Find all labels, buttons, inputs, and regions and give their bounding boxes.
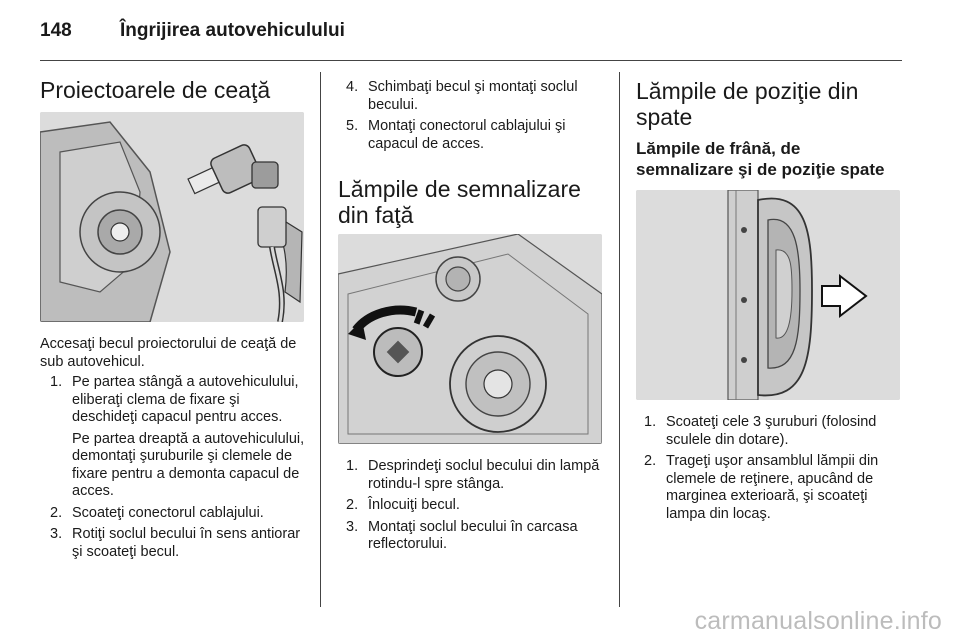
section-heading-fog-lamps: Proiectoarele de ceaţă xyxy=(40,77,271,103)
list-item: 1. Scoateţi cele 3 şuruburi (folosind sculele din dotare). xyxy=(644,414,877,448)
list-item: 2. Trageţi uşor ansamblul lămpii din clemele de reţinere, apucând de marginea exterioară, şi scoateţi lampa din locaş. xyxy=(644,453,879,522)
column-divider-1 xyxy=(320,72,321,607)
rear-lamp-steps xyxy=(644,414,902,523)
list-item: 3. Montaţi soclul becului în carcasa reflectorului. xyxy=(346,518,578,552)
list-item: 4. Schimbaţi becul şi montaţi soclul becului. xyxy=(346,79,578,113)
watermark: carmanualsonline.info xyxy=(694,607,942,635)
fog-lamp-steps xyxy=(40,374,306,561)
list-item: 3. Rotiţi soclul becului în sens antiorar şi scoateţi becul. xyxy=(50,526,301,560)
fog-lamp-intro: Accesaţi becul proiectorului de ceaţă de sub autovehicul. xyxy=(40,336,297,370)
list-item: 5. Montaţi conectorul cablajului şi capacul de acces. xyxy=(346,118,566,152)
fog-lamp-illustration xyxy=(40,112,304,322)
page-header xyxy=(40,20,345,48)
column-divider-2 xyxy=(619,72,620,607)
list-item: 1. Desprindeţi soclul becului din lampă rotindu-l spre stânga. xyxy=(346,458,600,492)
section-heading-front-indicators: Lămpile de semnalizare din faţă xyxy=(338,176,581,228)
list-item: Pe partea dreaptă a autovehiculului, demontaţi şuruburile şi clemele de fixare pentru a demonta capacul de acces. xyxy=(72,430,305,499)
front-indicator-steps xyxy=(346,458,604,554)
header-rule xyxy=(40,60,902,61)
list-item: 2. Înlocuiţi becul. xyxy=(346,497,460,513)
list-item: 2. Scoateţi conectorul cablajului. xyxy=(50,504,264,521)
rear-lamp-illustration xyxy=(636,190,900,400)
list-item: 1. Pe partea stângă a autovehiculului, eliberaţi clema de fixare şi deschideţi capacul pentru acces. xyxy=(50,374,299,425)
front-indicator-illustration xyxy=(338,234,602,444)
section-heading-rear-lamps: Lămpile de poziţie din spate xyxy=(636,78,859,130)
page-number: 148 xyxy=(40,20,72,41)
fog-lamp-steps-continued xyxy=(346,79,604,153)
chapter-title: Îngrijirea autovehiculului xyxy=(120,20,345,41)
subheading-rear-lamps: Lămpile de frână, de semnalizare şi de poziţie spate xyxy=(636,139,885,179)
